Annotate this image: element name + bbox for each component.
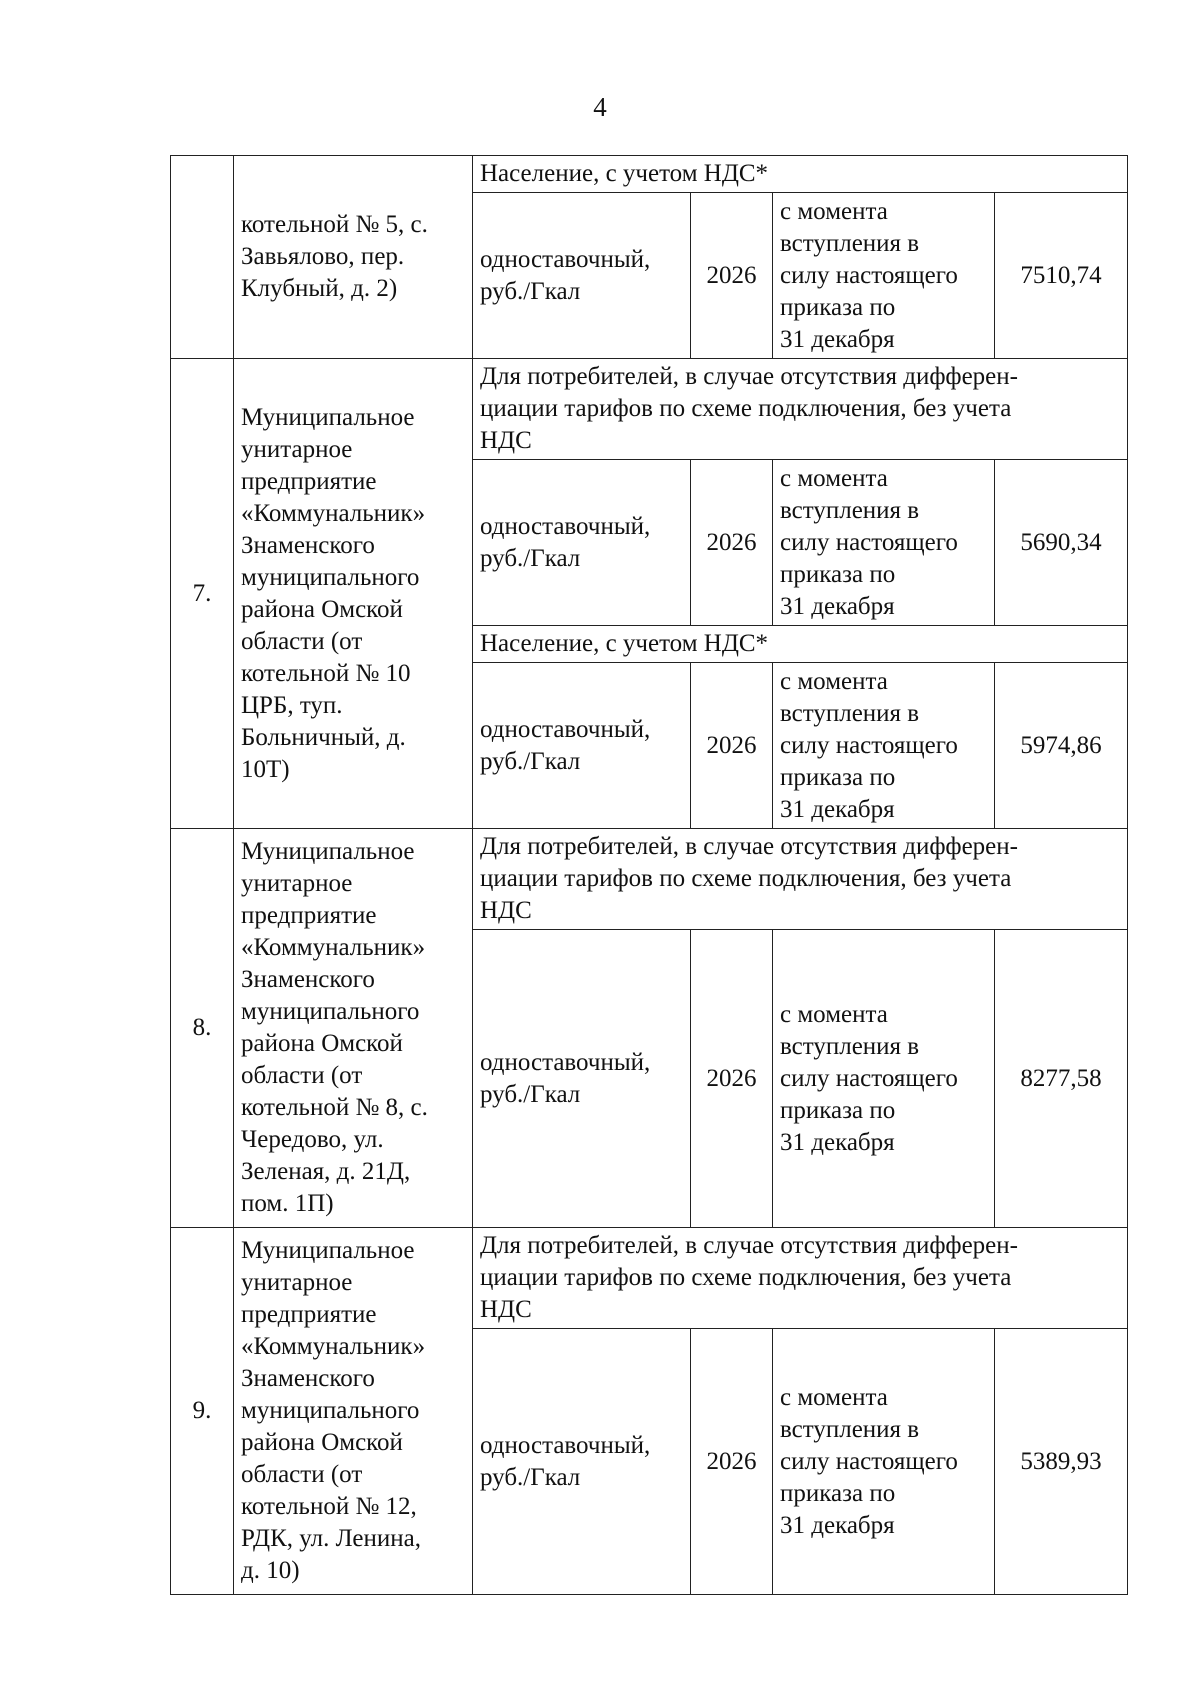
validity-period-cell: с момента вступления в силу настоящего приказа по 31 декабря bbox=[773, 193, 995, 359]
organization-cell: Муниципальное унитарное предприятие «Коммунальник» Знаменского муниципального района Омской области (от котельной № 8, с. Чередово, ул. Зеленая, д. 21Д, пом. 1П) bbox=[234, 829, 473, 1228]
row-number-cell: 8. bbox=[171, 829, 234, 1228]
row-number-cell: 9. bbox=[171, 1228, 234, 1595]
table-row bbox=[171, 829, 1128, 930]
year-cell: 2026 bbox=[691, 1329, 773, 1595]
category-cell: Для потребителей, в случае отсутствия дифферен- циации тарифов по схеме подключения, без учета НДС bbox=[473, 829, 1128, 930]
rate-type-cell: одноставочный, руб./Гкал bbox=[473, 1329, 691, 1595]
rate-type-cell: одноставочный, руб./Гкал bbox=[473, 460, 691, 626]
organization-cell: Муниципальное унитарное предприятие «Коммунальник» Знаменского муниципального района Омской области (от котельной № 12, РДК, ул. Ленина, д. 10) bbox=[234, 1228, 473, 1595]
table-row bbox=[171, 1228, 1128, 1329]
validity-period-cell: с момента вступления в силу настоящего приказа по 31 декабря bbox=[773, 1329, 995, 1595]
year-cell: 2026 bbox=[691, 193, 773, 359]
table-row bbox=[171, 359, 1128, 460]
tariff-value-cell: 8277,58 bbox=[995, 930, 1128, 1228]
rate-type-cell: одноставочный, руб./Гкал bbox=[473, 663, 691, 829]
organization-cell: котельной № 5, с. Завьялово, пер. Клубный, д. 2) bbox=[234, 156, 473, 359]
category-cell: Для потребителей, в случае отсутствия дифферен- циации тарифов по схеме подключения, без учета НДС bbox=[473, 359, 1128, 460]
year-cell: 2026 bbox=[691, 460, 773, 626]
validity-period-cell: с момента вступления в силу настоящего приказа по 31 декабря bbox=[773, 930, 995, 1228]
tariff-value-cell: 5389,93 bbox=[995, 1329, 1128, 1595]
organization-cell: Муниципальное унитарное предприятие «Коммунальник» Знаменского муниципального района Омской области (от котельной № 10 ЦРБ, туп. Больничный, д. 10Т) bbox=[234, 359, 473, 829]
year-cell: 2026 bbox=[691, 930, 773, 1228]
row-number-cell: 7. bbox=[171, 359, 234, 829]
validity-period-cell: с момента вступления в силу настоящего приказа по 31 декабря bbox=[773, 663, 995, 829]
category-cell: Население, с учетом НДС* bbox=[473, 626, 1128, 663]
tariff-value-cell: 5690,34 bbox=[995, 460, 1128, 626]
validity-period-cell: с момента вступления в силу настоящего приказа по 31 декабря bbox=[773, 460, 995, 626]
tariff-value-cell: 5974,86 bbox=[995, 663, 1128, 829]
row-number-cell bbox=[171, 156, 234, 359]
tariff-table bbox=[170, 155, 1128, 1595]
rate-type-cell: одноставочный, руб./Гкал bbox=[473, 930, 691, 1228]
page-number: 4 bbox=[593, 92, 607, 122]
category-cell: Население, с учетом НДС* bbox=[473, 156, 1128, 193]
year-cell: 2026 bbox=[691, 663, 773, 829]
rate-type-cell: одноставочный, руб./Гкал bbox=[473, 193, 691, 359]
category-cell: Для потребителей, в случае отсутствия дифферен- циации тарифов по схеме подключения, без учета НДС bbox=[473, 1228, 1128, 1329]
table-row bbox=[171, 156, 1128, 193]
tariff-value-cell: 7510,74 bbox=[995, 193, 1128, 359]
